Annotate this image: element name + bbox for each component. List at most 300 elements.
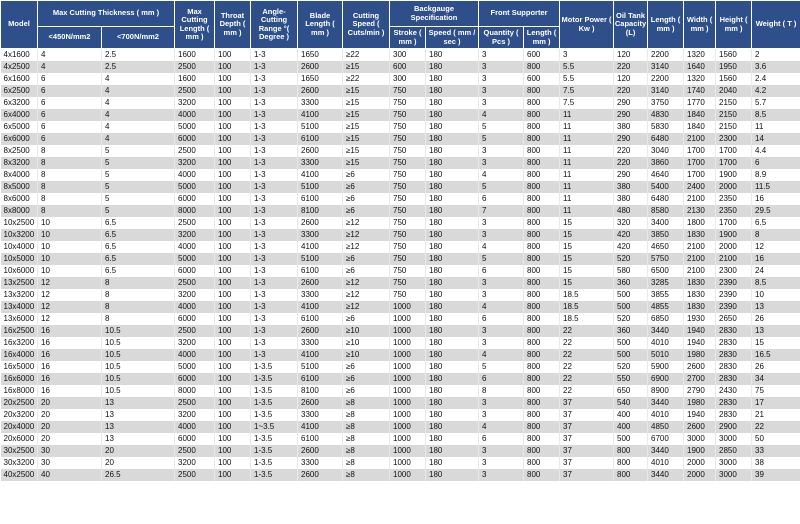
cell-stroke: 750 [390, 97, 426, 109]
cell-weight: 3.6 [752, 61, 800, 73]
cell-speed: 180 [426, 433, 479, 445]
cell-width: 1640 [684, 61, 716, 73]
cell-throat-depth: 100 [215, 325, 251, 337]
cell-speed: 180 [426, 385, 479, 397]
cell-cutting-speed: ≥6 [343, 361, 390, 373]
cell-angle-range: 1-3.5 [251, 373, 298, 385]
cell-speed: 180 [426, 169, 479, 181]
cell-support-length: 800 [524, 265, 560, 277]
cell-stroke: 1000 [390, 373, 426, 385]
cell-oil-tank: 540 [614, 397, 648, 409]
cell-model: 16x5000 [1, 361, 38, 373]
cell-weight: 21 [752, 409, 800, 421]
cell-height: 2000 [716, 181, 752, 193]
cell-model: 16x2500 [1, 325, 38, 337]
cell-model: 30x3200 [1, 457, 38, 469]
cell-weight: 38 [752, 457, 800, 469]
cell-cutting-speed: ≥10 [343, 349, 390, 361]
cell-blade-length: 5100 [298, 361, 343, 373]
cell-support-length: 800 [524, 433, 560, 445]
cell-thickness-700: 13 [102, 433, 175, 445]
table-row [1, 313, 800, 325]
cell-stroke: 750 [390, 109, 426, 121]
cell-weight: 10 [752, 289, 800, 301]
cell-stroke: 1000 [390, 385, 426, 397]
cell-height: 2300 [716, 133, 752, 145]
cell-blade-length: 2600 [298, 217, 343, 229]
cell-angle-range: 1-3 [251, 253, 298, 265]
table-row [1, 385, 800, 397]
cell-weight: 13 [752, 301, 800, 313]
cell-cutting-length: 4000 [175, 109, 215, 121]
cell-blade-length: 6100 [298, 265, 343, 277]
cell-cutting-speed: ≥8 [343, 457, 390, 469]
cell-speed: 180 [426, 445, 479, 457]
cell-blade-length: 1650 [298, 73, 343, 85]
cell-thickness-450: 4 [38, 61, 102, 73]
cell-quantity: 4 [479, 349, 524, 361]
cell-stroke: 600 [390, 61, 426, 73]
cell-thickness-700: 10.5 [102, 337, 175, 349]
cell-width: 1800 [684, 217, 716, 229]
cell-motor-power: 37 [560, 469, 614, 481]
cell-thickness-450: 20 [38, 421, 102, 433]
cell-angle-range: 1-3 [251, 337, 298, 349]
cell-stroke: 1000 [390, 397, 426, 409]
cell-cutting-length: 6000 [175, 313, 215, 325]
cell-length: 4650 [648, 241, 684, 253]
cell-motor-power: 11 [560, 157, 614, 169]
cell-support-length: 800 [524, 337, 560, 349]
cell-oil-tank: 420 [614, 241, 648, 253]
cell-blade-length: 3300 [298, 229, 343, 241]
cell-cutting-speed: ≥6 [343, 169, 390, 181]
cell-motor-power: 7.5 [560, 85, 614, 97]
cell-length: 6480 [648, 133, 684, 145]
cell-blade-length: 5100 [298, 253, 343, 265]
cell-motor-power: 7.5 [560, 97, 614, 109]
cell-cutting-length: 2500 [175, 61, 215, 73]
cell-throat-depth: 100 [215, 169, 251, 181]
cell-height: 1560 [716, 73, 752, 85]
cell-thickness-700: 6.5 [102, 229, 175, 241]
cell-quantity: 5 [479, 181, 524, 193]
cell-cutting-speed: ≥15 [343, 121, 390, 133]
cell-speed: 180 [426, 181, 479, 193]
cell-cutting-speed: ≥6 [343, 181, 390, 193]
cell-oil-tank: 520 [614, 313, 648, 325]
cell-width: 3000 [684, 433, 716, 445]
cell-angle-range: 1-3.5 [251, 457, 298, 469]
cell-speed: 180 [426, 409, 479, 421]
cell-height: 2430 [716, 385, 752, 397]
cell-height: 2830 [716, 325, 752, 337]
cell-motor-power: 37 [560, 409, 614, 421]
header-cutting-speed: Cutting Speed ( Cuts/min ) [343, 1, 390, 49]
table-row [1, 61, 800, 73]
table-row [1, 445, 800, 457]
cell-stroke: 1000 [390, 349, 426, 361]
cell-stroke: 750 [390, 289, 426, 301]
table-row [1, 289, 800, 301]
cell-blade-length: 2600 [298, 445, 343, 457]
cell-stroke: 1000 [390, 361, 426, 373]
cell-thickness-700: 8 [102, 301, 175, 313]
cell-quantity: 5 [479, 133, 524, 145]
cell-thickness-450: 12 [38, 289, 102, 301]
cell-cutting-length: 8000 [175, 385, 215, 397]
cell-width: 2100 [684, 253, 716, 265]
cell-stroke: 750 [390, 265, 426, 277]
cell-quantity: 6 [479, 373, 524, 385]
cell-motor-power: 11 [560, 181, 614, 193]
cell-cutting-length: 5000 [175, 181, 215, 193]
cell-angle-range: 1-3 [251, 301, 298, 313]
cell-throat-depth: 100 [215, 217, 251, 229]
cell-motor-power: 11 [560, 145, 614, 157]
cell-throat-depth: 100 [215, 301, 251, 313]
cell-throat-depth: 100 [215, 205, 251, 217]
cell-speed: 180 [426, 265, 479, 277]
cell-cutting-speed: ≥10 [343, 337, 390, 349]
cell-motor-power: 15 [560, 229, 614, 241]
cell-height: 2390 [716, 277, 752, 289]
cell-angle-range: 1-3 [251, 325, 298, 337]
cell-oil-tank: 120 [614, 49, 648, 62]
cell-speed: 180 [426, 109, 479, 121]
cell-blade-length: 2600 [298, 145, 343, 157]
cell-throat-depth: 100 [215, 253, 251, 265]
cell-model: 13x4000 [1, 301, 38, 313]
cell-width: 1980 [684, 349, 716, 361]
cell-oil-tank: 520 [614, 361, 648, 373]
cell-angle-range: 1-3 [251, 109, 298, 121]
cell-support-length: 600 [524, 49, 560, 62]
cell-thickness-700: 13 [102, 397, 175, 409]
cell-cutting-length: 6000 [175, 373, 215, 385]
cell-model: 6x4000 [1, 109, 38, 121]
table-row [1, 253, 800, 265]
cell-speed: 180 [426, 145, 479, 157]
cell-oil-tank: 500 [614, 349, 648, 361]
cell-oil-tank: 220 [614, 145, 648, 157]
cell-cutting-length: 6000 [175, 433, 215, 445]
cell-length: 3855 [648, 289, 684, 301]
cell-cutting-length: 3200 [175, 229, 215, 241]
cell-cutting-speed: ≥12 [343, 229, 390, 241]
cell-blade-length: 5100 [298, 181, 343, 193]
cell-thickness-700: 5 [102, 181, 175, 193]
cell-throat-depth: 100 [215, 265, 251, 277]
cell-thickness-700: 8 [102, 289, 175, 301]
table-row [1, 49, 800, 62]
cell-height: 2830 [716, 409, 752, 421]
cell-height: 1950 [716, 61, 752, 73]
cell-speed: 180 [426, 337, 479, 349]
cell-height: 2850 [716, 445, 752, 457]
cell-height: 1700 [716, 145, 752, 157]
cell-blade-length: 5100 [298, 121, 343, 133]
cell-weight: 8.5 [752, 109, 800, 121]
cell-model: 8x5000 [1, 181, 38, 193]
header-dim-height: Height ( mm ) [716, 1, 752, 49]
table-row [1, 241, 800, 253]
cell-support-length: 800 [524, 277, 560, 289]
cell-length: 3850 [648, 229, 684, 241]
cell-weight: 4.2 [752, 85, 800, 97]
cell-thickness-450: 12 [38, 313, 102, 325]
cell-cutting-length: 6000 [175, 265, 215, 277]
cell-motor-power: 22 [560, 349, 614, 361]
cell-weight: 33 [752, 445, 800, 457]
cell-cutting-length: 5000 [175, 253, 215, 265]
cell-thickness-450: 8 [38, 181, 102, 193]
cell-length: 5400 [648, 181, 684, 193]
cell-throat-depth: 100 [215, 133, 251, 145]
cell-cutting-length: 2500 [175, 217, 215, 229]
cell-blade-length: 6100 [298, 373, 343, 385]
cell-angle-range: 1-3 [251, 73, 298, 85]
cell-height: 3000 [716, 469, 752, 481]
cell-motor-power: 15 [560, 217, 614, 229]
cell-throat-depth: 100 [215, 229, 251, 241]
cell-angle-range: 1-3 [251, 349, 298, 361]
cell-blade-length: 3300 [298, 337, 343, 349]
cell-angle-range: 1-3.5 [251, 361, 298, 373]
cell-thickness-450: 16 [38, 337, 102, 349]
cell-height: 2100 [716, 253, 752, 265]
cell-quantity: 3 [479, 397, 524, 409]
cell-quantity: 3 [479, 409, 524, 421]
cell-support-length: 800 [524, 457, 560, 469]
cell-length: 6480 [648, 193, 684, 205]
cell-height: 2000 [716, 241, 752, 253]
cell-height: 2150 [716, 121, 752, 133]
cell-model: 10x6000 [1, 265, 38, 277]
cell-motor-power: 22 [560, 337, 614, 349]
cell-support-length: 800 [524, 145, 560, 157]
cell-weight: 50 [752, 433, 800, 445]
cell-cutting-length: 3200 [175, 97, 215, 109]
table-row [1, 169, 800, 181]
cell-length: 3860 [648, 157, 684, 169]
cell-width: 1840 [684, 109, 716, 121]
cell-angle-range: 1-3 [251, 61, 298, 73]
cell-blade-length: 8100 [298, 385, 343, 397]
cell-cutting-speed: ≥8 [343, 397, 390, 409]
cell-width: 1740 [684, 85, 716, 97]
cell-support-length: 800 [524, 325, 560, 337]
cell-angle-range: 1~3.5 [251, 421, 298, 433]
cell-cutting-length: 4000 [175, 241, 215, 253]
cell-support-length: 800 [524, 85, 560, 97]
cell-angle-range: 1-3 [251, 241, 298, 253]
cell-support-length: 800 [524, 373, 560, 385]
cell-model: 20x3200 [1, 409, 38, 421]
cell-support-length: 800 [524, 289, 560, 301]
cell-angle-range: 1-3.5 [251, 397, 298, 409]
cell-model: 13x2500 [1, 277, 38, 289]
cell-quantity: 3 [479, 337, 524, 349]
table-row [1, 145, 800, 157]
table-row [1, 205, 800, 217]
cell-width: 1830 [684, 301, 716, 313]
cell-oil-tank: 120 [614, 73, 648, 85]
cell-angle-range: 1-3.5 [251, 385, 298, 397]
cell-oil-tank: 400 [614, 409, 648, 421]
cell-angle-range: 1-3 [251, 265, 298, 277]
cell-oil-tank: 220 [614, 157, 648, 169]
cell-support-length: 800 [524, 397, 560, 409]
cell-cutting-speed: ≥6 [343, 205, 390, 217]
cell-blade-length: 4100 [298, 301, 343, 313]
cell-blade-length: 2600 [298, 61, 343, 73]
cell-support-length: 800 [524, 301, 560, 313]
cell-support-length: 800 [524, 109, 560, 121]
cell-speed: 180 [426, 49, 479, 62]
cell-support-length: 800 [524, 97, 560, 109]
cell-thickness-450: 30 [38, 445, 102, 457]
cell-weight: 26 [752, 313, 800, 325]
cell-model: 16x4000 [1, 349, 38, 361]
cell-quantity: 3 [479, 289, 524, 301]
cell-model: 8x6000 [1, 193, 38, 205]
cell-thickness-700: 20 [102, 457, 175, 469]
cell-weight: 16 [752, 253, 800, 265]
cell-thickness-450: 16 [38, 385, 102, 397]
cell-oil-tank: 400 [614, 421, 648, 433]
cell-width: 1320 [684, 73, 716, 85]
cell-cutting-length: 5000 [175, 361, 215, 373]
cell-width: 1830 [684, 277, 716, 289]
cell-motor-power: 11 [560, 205, 614, 217]
cell-cutting-length: 2500 [175, 325, 215, 337]
cell-angle-range: 1-3 [251, 85, 298, 97]
header-speed: Speed ( mm / sec ) [426, 27, 479, 49]
cell-speed: 180 [426, 217, 479, 229]
cell-motor-power: 37 [560, 433, 614, 445]
table-row [1, 433, 800, 445]
cell-motor-power: 15 [560, 265, 614, 277]
cell-stroke: 750 [390, 145, 426, 157]
cell-stroke: 1000 [390, 421, 426, 433]
cell-weight: 39 [752, 469, 800, 481]
cell-width: 2400 [684, 181, 716, 193]
cell-length: 5830 [648, 121, 684, 133]
cell-length: 5750 [648, 253, 684, 265]
cell-speed: 180 [426, 73, 479, 85]
cell-support-length: 800 [524, 133, 560, 145]
cell-length: 8900 [648, 385, 684, 397]
cell-motor-power: 22 [560, 361, 614, 373]
cell-support-length: 800 [524, 217, 560, 229]
cell-quantity: 5 [479, 121, 524, 133]
cell-length: 4010 [648, 457, 684, 469]
cell-thickness-450: 6 [38, 109, 102, 121]
cell-width: 2700 [684, 373, 716, 385]
cell-thickness-700: 4 [102, 73, 175, 85]
cell-thickness-450: 8 [38, 157, 102, 169]
cell-angle-range: 1-3 [251, 49, 298, 62]
cell-support-length: 800 [524, 193, 560, 205]
cell-width: 1700 [684, 157, 716, 169]
cell-weight: 8.9 [752, 169, 800, 181]
cell-weight: 15 [752, 337, 800, 349]
cell-throat-depth: 100 [215, 421, 251, 433]
cell-length: 3140 [648, 61, 684, 73]
cell-thickness-700: 10.5 [102, 361, 175, 373]
cell-speed: 180 [426, 97, 479, 109]
cell-thickness-450: 30 [38, 457, 102, 469]
table-row [1, 73, 800, 85]
cell-height: 1700 [716, 157, 752, 169]
cell-weight: 12 [752, 241, 800, 253]
cell-blade-length: 3300 [298, 409, 343, 421]
cell-speed: 180 [426, 301, 479, 313]
cell-thickness-700: 5 [102, 169, 175, 181]
cell-motor-power: 37 [560, 445, 614, 457]
cell-model: 8x8000 [1, 205, 38, 217]
cell-width: 2100 [684, 133, 716, 145]
cell-support-length: 800 [524, 445, 560, 457]
cell-oil-tank: 380 [614, 193, 648, 205]
cell-width: 2100 [684, 241, 716, 253]
cell-angle-range: 1-3 [251, 205, 298, 217]
cell-throat-depth: 100 [215, 193, 251, 205]
header-throat-depth: Throat Depth ( mm ) [215, 1, 251, 49]
cell-speed: 180 [426, 421, 479, 433]
cell-motor-power: 11 [560, 169, 614, 181]
cell-weight: 2.4 [752, 73, 800, 85]
cell-length: 4640 [648, 169, 684, 181]
cell-speed: 180 [426, 469, 479, 481]
header-model: Model [1, 1, 38, 49]
cell-thickness-700: 4 [102, 97, 175, 109]
cell-width: 2790 [684, 385, 716, 397]
cell-quantity: 3 [479, 457, 524, 469]
cell-height: 2830 [716, 349, 752, 361]
cell-length: 2200 [648, 73, 684, 85]
cell-support-length: 800 [524, 241, 560, 253]
cell-height: 3000 [716, 433, 752, 445]
cell-speed: 180 [426, 373, 479, 385]
cell-thickness-700: 4 [102, 85, 175, 97]
cell-cutting-length: 6000 [175, 133, 215, 145]
table-row [1, 229, 800, 241]
cell-weight: 24 [752, 265, 800, 277]
cell-width: 1980 [684, 397, 716, 409]
cell-length: 8580 [648, 205, 684, 217]
cell-blade-length: 2600 [298, 85, 343, 97]
cell-support-length: 800 [524, 421, 560, 433]
cell-motor-power: 11 [560, 133, 614, 145]
cell-thickness-700: 10.5 [102, 325, 175, 337]
cell-blade-length: 4100 [298, 109, 343, 121]
cell-height: 2900 [716, 421, 752, 433]
cell-weight: 34 [752, 373, 800, 385]
cell-model: 6x1600 [1, 73, 38, 85]
header-lt450: <450N/mm2 [38, 27, 102, 49]
cell-stroke: 300 [390, 73, 426, 85]
header-max-cutting-thickness: Max Cutting Thickness ( mm ) [38, 1, 175, 27]
cell-motor-power: 37 [560, 397, 614, 409]
header-backgauge: Backgauge Specification [390, 1, 479, 27]
header-angle-cutting-range: Angle-Cutting Range °( Degree ) [251, 1, 298, 49]
cell-cutting-speed: ≥8 [343, 445, 390, 457]
cell-cutting-speed: ≥12 [343, 289, 390, 301]
cell-angle-range: 1-3 [251, 169, 298, 181]
cell-stroke: 1000 [390, 337, 426, 349]
